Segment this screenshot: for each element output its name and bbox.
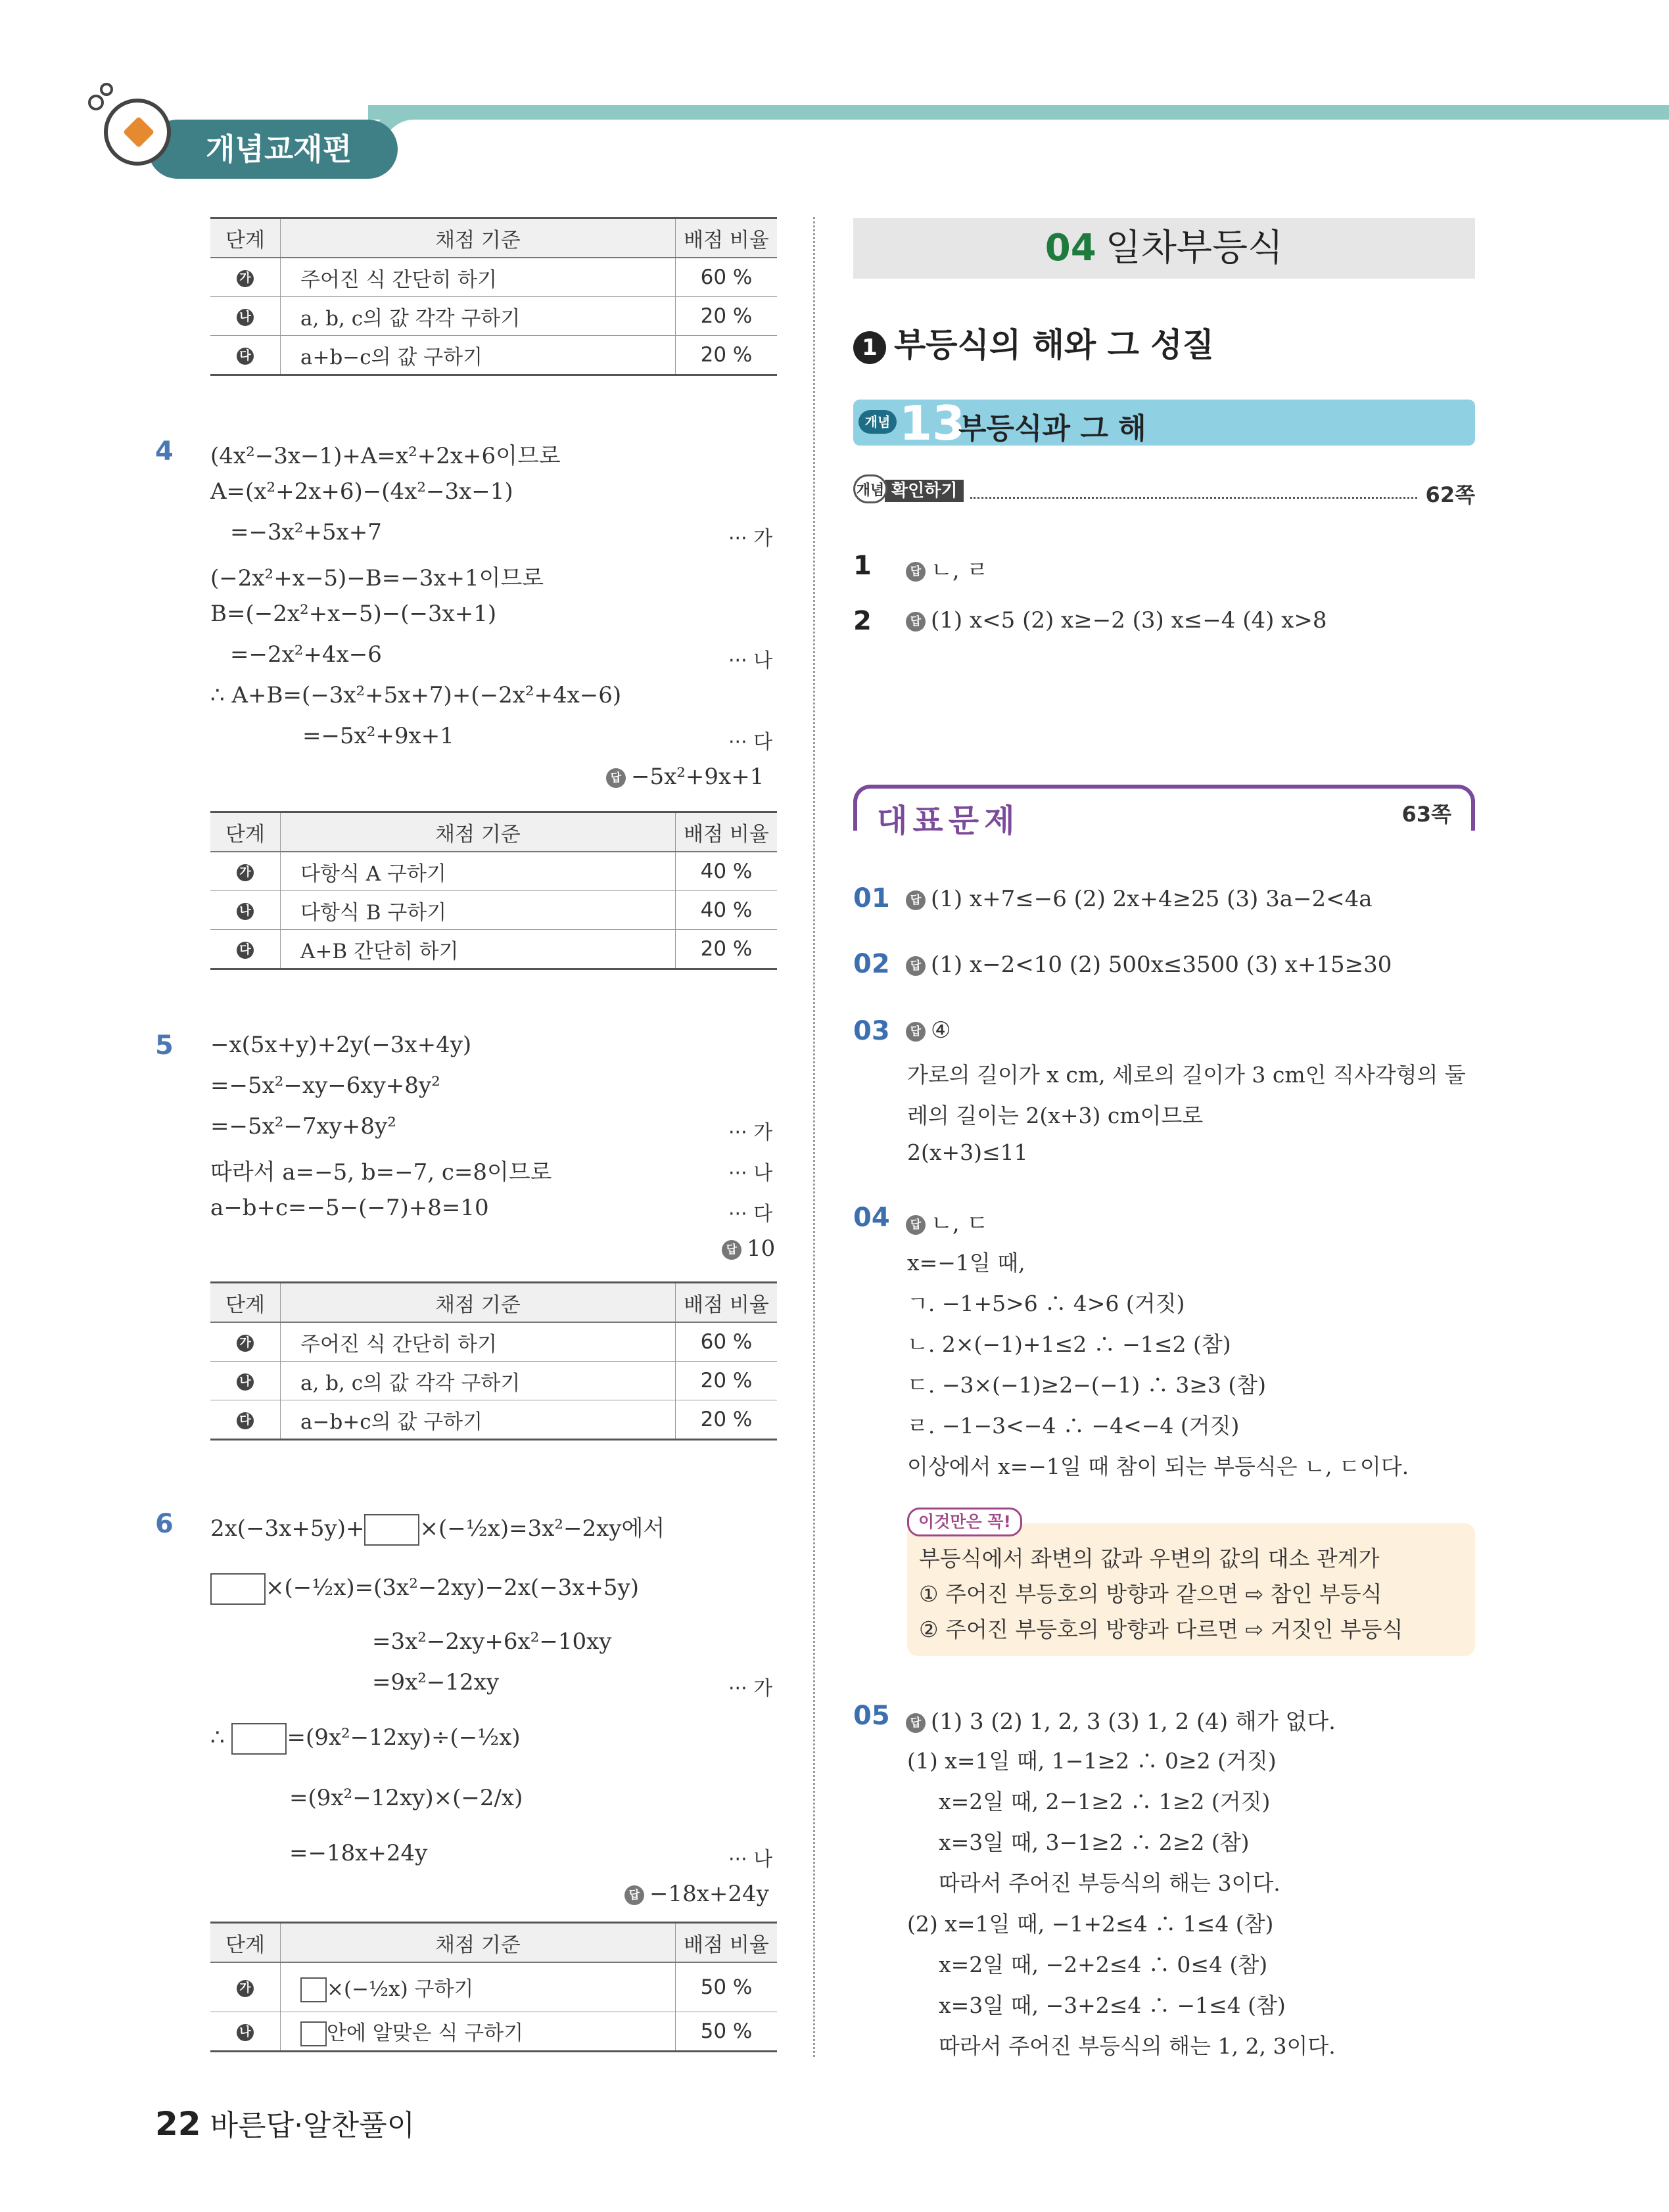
p5-line: a−b+c=−5−(−7)+8=10 xyxy=(210,1195,489,1221)
section-title xyxy=(853,319,1214,366)
ratio-cell: 20 % xyxy=(676,1400,778,1440)
blank-box xyxy=(300,2021,327,2046)
answer-text: −18x+24y xyxy=(649,1881,769,1907)
table-row xyxy=(210,891,777,930)
p6-text: ∴ xyxy=(210,1724,225,1751)
th-step: 단계 xyxy=(210,1283,281,1323)
p4-line: A=(x²+2x+6)−(4x²−3x−1) xyxy=(210,478,513,505)
blank-box xyxy=(210,1573,266,1605)
tip-line: 부등식에서 좌변의 값과 우변의 값의 대소 관계가 xyxy=(919,1546,1380,1571)
step-marker: ··· 가 xyxy=(728,1677,773,1700)
page-footer xyxy=(155,2102,415,2144)
criteria-cell xyxy=(281,1962,676,2012)
p5-line: =−5x²−7xy+8y² xyxy=(210,1113,396,1140)
step-mark: 나 xyxy=(237,2024,254,2041)
th-ratio: 배점 비율 xyxy=(676,218,778,258)
item-number: 05 xyxy=(853,1701,890,1731)
step-marker: ··· 가 xyxy=(728,527,773,550)
p6-text: 2x(−3x+5y)+ xyxy=(210,1515,365,1542)
ratio-cell: 40 % xyxy=(676,891,778,930)
p4-line: B=(−2x²+x−5)−(−3x+1) xyxy=(210,601,497,627)
check-label: 확인하기 xyxy=(885,480,964,502)
item-number: 1 xyxy=(853,551,872,581)
footer-label: 바른답·알찬풀이 xyxy=(210,2109,415,2142)
page-number: 22 xyxy=(155,2105,201,2143)
q03-line: 2(x+3)≤11 xyxy=(907,1140,1028,1165)
item-number: 01 xyxy=(853,883,890,913)
p4-line: =−3x²+5x+7 xyxy=(230,519,382,545)
q04-line: x=−1일 때, xyxy=(907,1250,1025,1276)
item-number: 02 xyxy=(853,949,890,979)
step-mark: 가 xyxy=(237,270,254,287)
ratio-cell: 60 % xyxy=(676,1322,778,1362)
answer-badge-icon: 답 xyxy=(906,890,926,910)
p6-text: ×(−½x)=3x²−2xy에서 xyxy=(419,1515,665,1542)
concept-tag: 개념 xyxy=(858,410,897,434)
answer-badge-icon: 답 xyxy=(606,768,626,788)
header-tab: 개념교재편 xyxy=(148,120,398,179)
tip-line: ① 주어진 부등호의 방향과 같으면 ⇨ 참인 부등식 xyxy=(919,1581,1382,1607)
clock-icon xyxy=(104,99,171,166)
th-ratio: 배점 비율 xyxy=(676,1283,778,1323)
answer-line xyxy=(606,764,764,790)
chapter-name: 일차부등식 xyxy=(1105,227,1284,269)
p6-line xyxy=(210,1723,521,1755)
criteria-cell: 주어진 식 간단히 하기 xyxy=(281,258,676,297)
answer-text: 10 xyxy=(747,1235,776,1262)
table-row xyxy=(210,1322,777,1362)
p6-line: =3x²−2xy+6x²−10xy xyxy=(372,1628,612,1655)
answer-line xyxy=(906,952,1392,978)
criteria-cell: 다항식 A 구하기 xyxy=(281,852,676,891)
criteria-cell: a, b, c의 값 각각 구하기 xyxy=(281,1362,676,1400)
p4-line: (−2x²+x−5)−B=−3x+1이므로 xyxy=(210,565,544,591)
answer-badge-icon: 답 xyxy=(906,562,926,582)
p5-line: −x(5x+y)+2y(−3x+4y) xyxy=(210,1032,472,1058)
q05-line: 따라서 주어진 부등식의 해는 1, 2, 3이다. xyxy=(939,2033,1336,2059)
th-step: 단계 xyxy=(210,1923,281,1963)
th-criteria: 채점 기준 xyxy=(281,812,676,852)
leader-dots xyxy=(970,497,1417,499)
q05-line: x=3일 때, −3+2≤4 ∴ −1≤4 (참) xyxy=(939,1993,1286,2018)
p6-line: =9x²−12xy xyxy=(372,1669,500,1695)
table-row xyxy=(210,1400,777,1440)
q04-line: 이상에서 x=−1일 때 참이 되는 부등식은 ㄴ, ㄷ이다. xyxy=(907,1454,1409,1479)
q04-line: ㄱ. −1+5>6 ∴ 4>6 (거짓) xyxy=(907,1291,1185,1316)
th-ratio: 배점 비율 xyxy=(676,1923,778,1963)
blank-box xyxy=(300,1977,327,2002)
blank-box xyxy=(364,1514,419,1546)
step-marker: ··· 다 xyxy=(728,1203,773,1226)
criteria-cell: 다항식 B 구하기 xyxy=(281,891,676,930)
criteria-cell: a+b−c의 값 구하기 xyxy=(281,336,676,375)
step-marker: ··· 다 xyxy=(728,731,773,754)
item-number: 03 xyxy=(853,1016,890,1046)
answer-line xyxy=(906,552,988,584)
ratio-cell: 50 % xyxy=(676,1962,778,2012)
problem-number: 5 xyxy=(155,1030,174,1061)
q05-line: x=2일 때, 2−1≥2 ∴ 1≥2 (거짓) xyxy=(939,1789,1271,1814)
criteria-cell: a−b+c의 값 구하기 xyxy=(281,1400,676,1440)
p6-line: =−18x+24y xyxy=(289,1840,428,1866)
criteria-cell: a, b, c의 값 각각 구하기 xyxy=(281,297,676,336)
page-ref: 62쪽 xyxy=(1425,482,1475,507)
item-number: 04 xyxy=(853,1203,890,1233)
answer-badge-icon: 답 xyxy=(624,1885,644,1905)
step-marker: ··· 나 xyxy=(728,1162,773,1185)
ratio-cell: 20 % xyxy=(676,297,778,336)
page-ref: 63쪽 xyxy=(1401,802,1451,827)
rep-title: 대표문제 xyxy=(877,802,1020,839)
answer-text: (1) x+7≤−6 (2) 2x+4≥25 (3) 3a−2<4a xyxy=(931,886,1373,912)
column-divider xyxy=(813,217,815,2057)
table-row xyxy=(210,1362,777,1400)
item-number: 2 xyxy=(853,606,872,636)
tip-tag: 이것만은 꼭! xyxy=(907,1508,1022,1536)
table-row xyxy=(210,2012,777,2052)
answer-badge-icon: 답 xyxy=(906,1215,926,1235)
ratio-cell: 20 % xyxy=(676,1362,778,1400)
answer-badge-icon: 답 xyxy=(906,1713,926,1733)
answer-badge-icon: 답 xyxy=(906,956,926,976)
step-mark: 나 xyxy=(237,309,254,326)
criteria-text: ×(−½x) 구하기 xyxy=(327,1977,474,2001)
score-table-2 xyxy=(210,811,777,970)
table-row xyxy=(210,258,777,297)
q03-line: 가로의 길이가 x cm, 세로의 길이가 3 cm인 직사각형의 둘 xyxy=(907,1062,1466,1088)
answer-text: ㄴ, ㄷ xyxy=(931,1210,989,1237)
table-row xyxy=(210,930,777,969)
answer-badge-icon: 답 xyxy=(722,1240,741,1260)
th-step: 단계 xyxy=(210,218,281,258)
q05-line: (2) x=1일 때, −1+2≤4 ∴ 1≤4 (참) xyxy=(907,1911,1274,1937)
answer-text: ④ xyxy=(931,1017,951,1044)
step-mark: 가 xyxy=(237,1335,254,1352)
q03-line: 레의 길이는 2(x+3) cm이므로 xyxy=(907,1103,1204,1128)
table-row xyxy=(210,852,777,891)
answer-line xyxy=(906,1017,951,1044)
p4-line: =−5x²+9x+1 xyxy=(302,723,454,749)
representative-problems-header xyxy=(853,785,1475,839)
answer-badge-icon: 답 xyxy=(906,1022,926,1042)
answer-line xyxy=(906,1703,1336,1736)
answer-line xyxy=(722,1235,775,1262)
th-step: 단계 xyxy=(210,812,281,852)
header-bar xyxy=(368,105,1669,120)
chapter-title xyxy=(853,218,1475,279)
q05-line: x=3일 때, 3−1≥2 ∴ 2≥2 (참) xyxy=(939,1830,1250,1855)
answer-text: −5x²+9x+1 xyxy=(631,764,764,790)
answer-text: (1) 3 (2) 1, 2, 3 (3) 1, 2 (4) 해가 없다. xyxy=(931,1709,1336,1735)
ratio-cell: 60 % xyxy=(676,258,778,297)
q05-line: 따라서 주어진 부등식의 해는 3이다. xyxy=(939,1870,1281,1896)
ratio-cell: 20 % xyxy=(676,336,778,375)
criteria-cell: A+B 간단히 하기 xyxy=(281,930,676,969)
criteria-cell: 주어진 식 간단히 하기 xyxy=(281,1322,676,1362)
answer-line xyxy=(906,607,1327,634)
p5-line: 따라서 a=−5, b=−7, c=8이므로 xyxy=(210,1159,552,1186)
step-marker: ··· 나 xyxy=(728,1848,773,1871)
table-row xyxy=(210,336,777,375)
step-mark: 가 xyxy=(237,864,254,881)
answer-line xyxy=(624,1881,769,1907)
p6-line xyxy=(210,1510,665,1546)
criteria-cell xyxy=(281,2012,676,2052)
q05-line: (1) x=1일 때, 1−1≥2 ∴ 0≥2 (거짓) xyxy=(907,1748,1277,1774)
answer-text: ㄴ, ㄹ xyxy=(931,557,989,584)
score-table-1 xyxy=(210,217,777,376)
th-criteria: 채점 기준 xyxy=(281,1283,676,1323)
table-row xyxy=(210,297,777,336)
step-mark: 다 xyxy=(237,942,254,959)
blank-box xyxy=(231,1723,287,1755)
p4-line: (4x²−3x−1)+A=x²+2x+6이므로 xyxy=(210,443,561,469)
p6-line: =(9x²−12xy)×(−2/x) xyxy=(289,1785,523,1811)
p4-line: =−2x²+4x−6 xyxy=(230,641,382,668)
step-mark: 나 xyxy=(237,903,254,920)
p6-text: ×(−½x)=(3x²−2xy)−2x(−3x+5y) xyxy=(266,1575,640,1601)
ratio-cell: 40 % xyxy=(676,852,778,891)
table-row xyxy=(210,1962,777,2012)
answer-line xyxy=(906,886,1373,912)
score-table-3 xyxy=(210,1281,777,1440)
p6-text: =(9x²−12xy)÷(−½x) xyxy=(287,1724,521,1751)
concept-bubble-icon: 개념 xyxy=(853,474,887,503)
concept-title: 부등식과 그 해 xyxy=(958,412,1146,446)
th-criteria: 채점 기준 xyxy=(281,218,676,258)
q04-line: ㄷ. −3×(−1)≥2−(−1) ∴ 3≥3 (참) xyxy=(907,1372,1266,1398)
section-name: 부등식의 해와 그 성질 xyxy=(894,326,1214,364)
answer-line xyxy=(906,1205,988,1237)
q04-line: ㄹ. −1−3<−4 ∴ −4<−4 (거짓) xyxy=(907,1413,1240,1439)
problem-number: 4 xyxy=(155,436,174,467)
q04-line: ㄴ. 2×(−1)+1≤2 ∴ −1≤2 (참) xyxy=(907,1331,1231,1357)
answer-text: (1) x<5 (2) x≥−2 (3) x≤−4 (4) x>8 xyxy=(931,607,1327,634)
th-ratio: 배점 비율 xyxy=(676,812,778,852)
ratio-cell: 50 % xyxy=(676,2012,778,2052)
score-table-4 xyxy=(210,1922,777,2052)
tip-line: ② 주어진 부등호의 방향과 다르면 ⇨ 거짓인 부등식 xyxy=(919,1617,1403,1642)
step-marker: ··· 가 xyxy=(728,1121,773,1144)
p4-line: ∴ A+B=(−3x²+5x+7)+(−2x²+4x−6) xyxy=(210,682,622,708)
concept-banner xyxy=(853,396,1475,451)
chapter-number: 04 xyxy=(1045,227,1096,269)
p5-line: =−5x²−xy−6xy+8y² xyxy=(210,1072,440,1099)
th-criteria: 채점 기준 xyxy=(281,1923,676,1963)
step-mark: 가 xyxy=(237,1980,254,1997)
step-mark: 다 xyxy=(237,348,254,365)
p6-line xyxy=(210,1573,639,1605)
concept-number: 13 xyxy=(899,396,966,451)
ratio-cell: 20 % xyxy=(676,930,778,969)
answer-badge-icon: 답 xyxy=(906,612,926,632)
criteria-text: 안에 알맞은 식 구하기 xyxy=(327,2021,524,2045)
problem-number: 6 xyxy=(155,1509,174,1539)
section-number-badge: 1 xyxy=(853,331,886,364)
step-marker: ··· 나 xyxy=(728,649,773,672)
answer-text: (1) x−2<10 (2) 500x≤3500 (3) x+15≥30 xyxy=(931,952,1392,978)
step-mark: 다 xyxy=(237,1412,254,1429)
q05-line: x=2일 때, −2+2≤4 ∴ 0≤4 (참) xyxy=(939,1952,1268,1977)
step-mark: 나 xyxy=(237,1373,254,1391)
check-header xyxy=(853,473,1475,506)
